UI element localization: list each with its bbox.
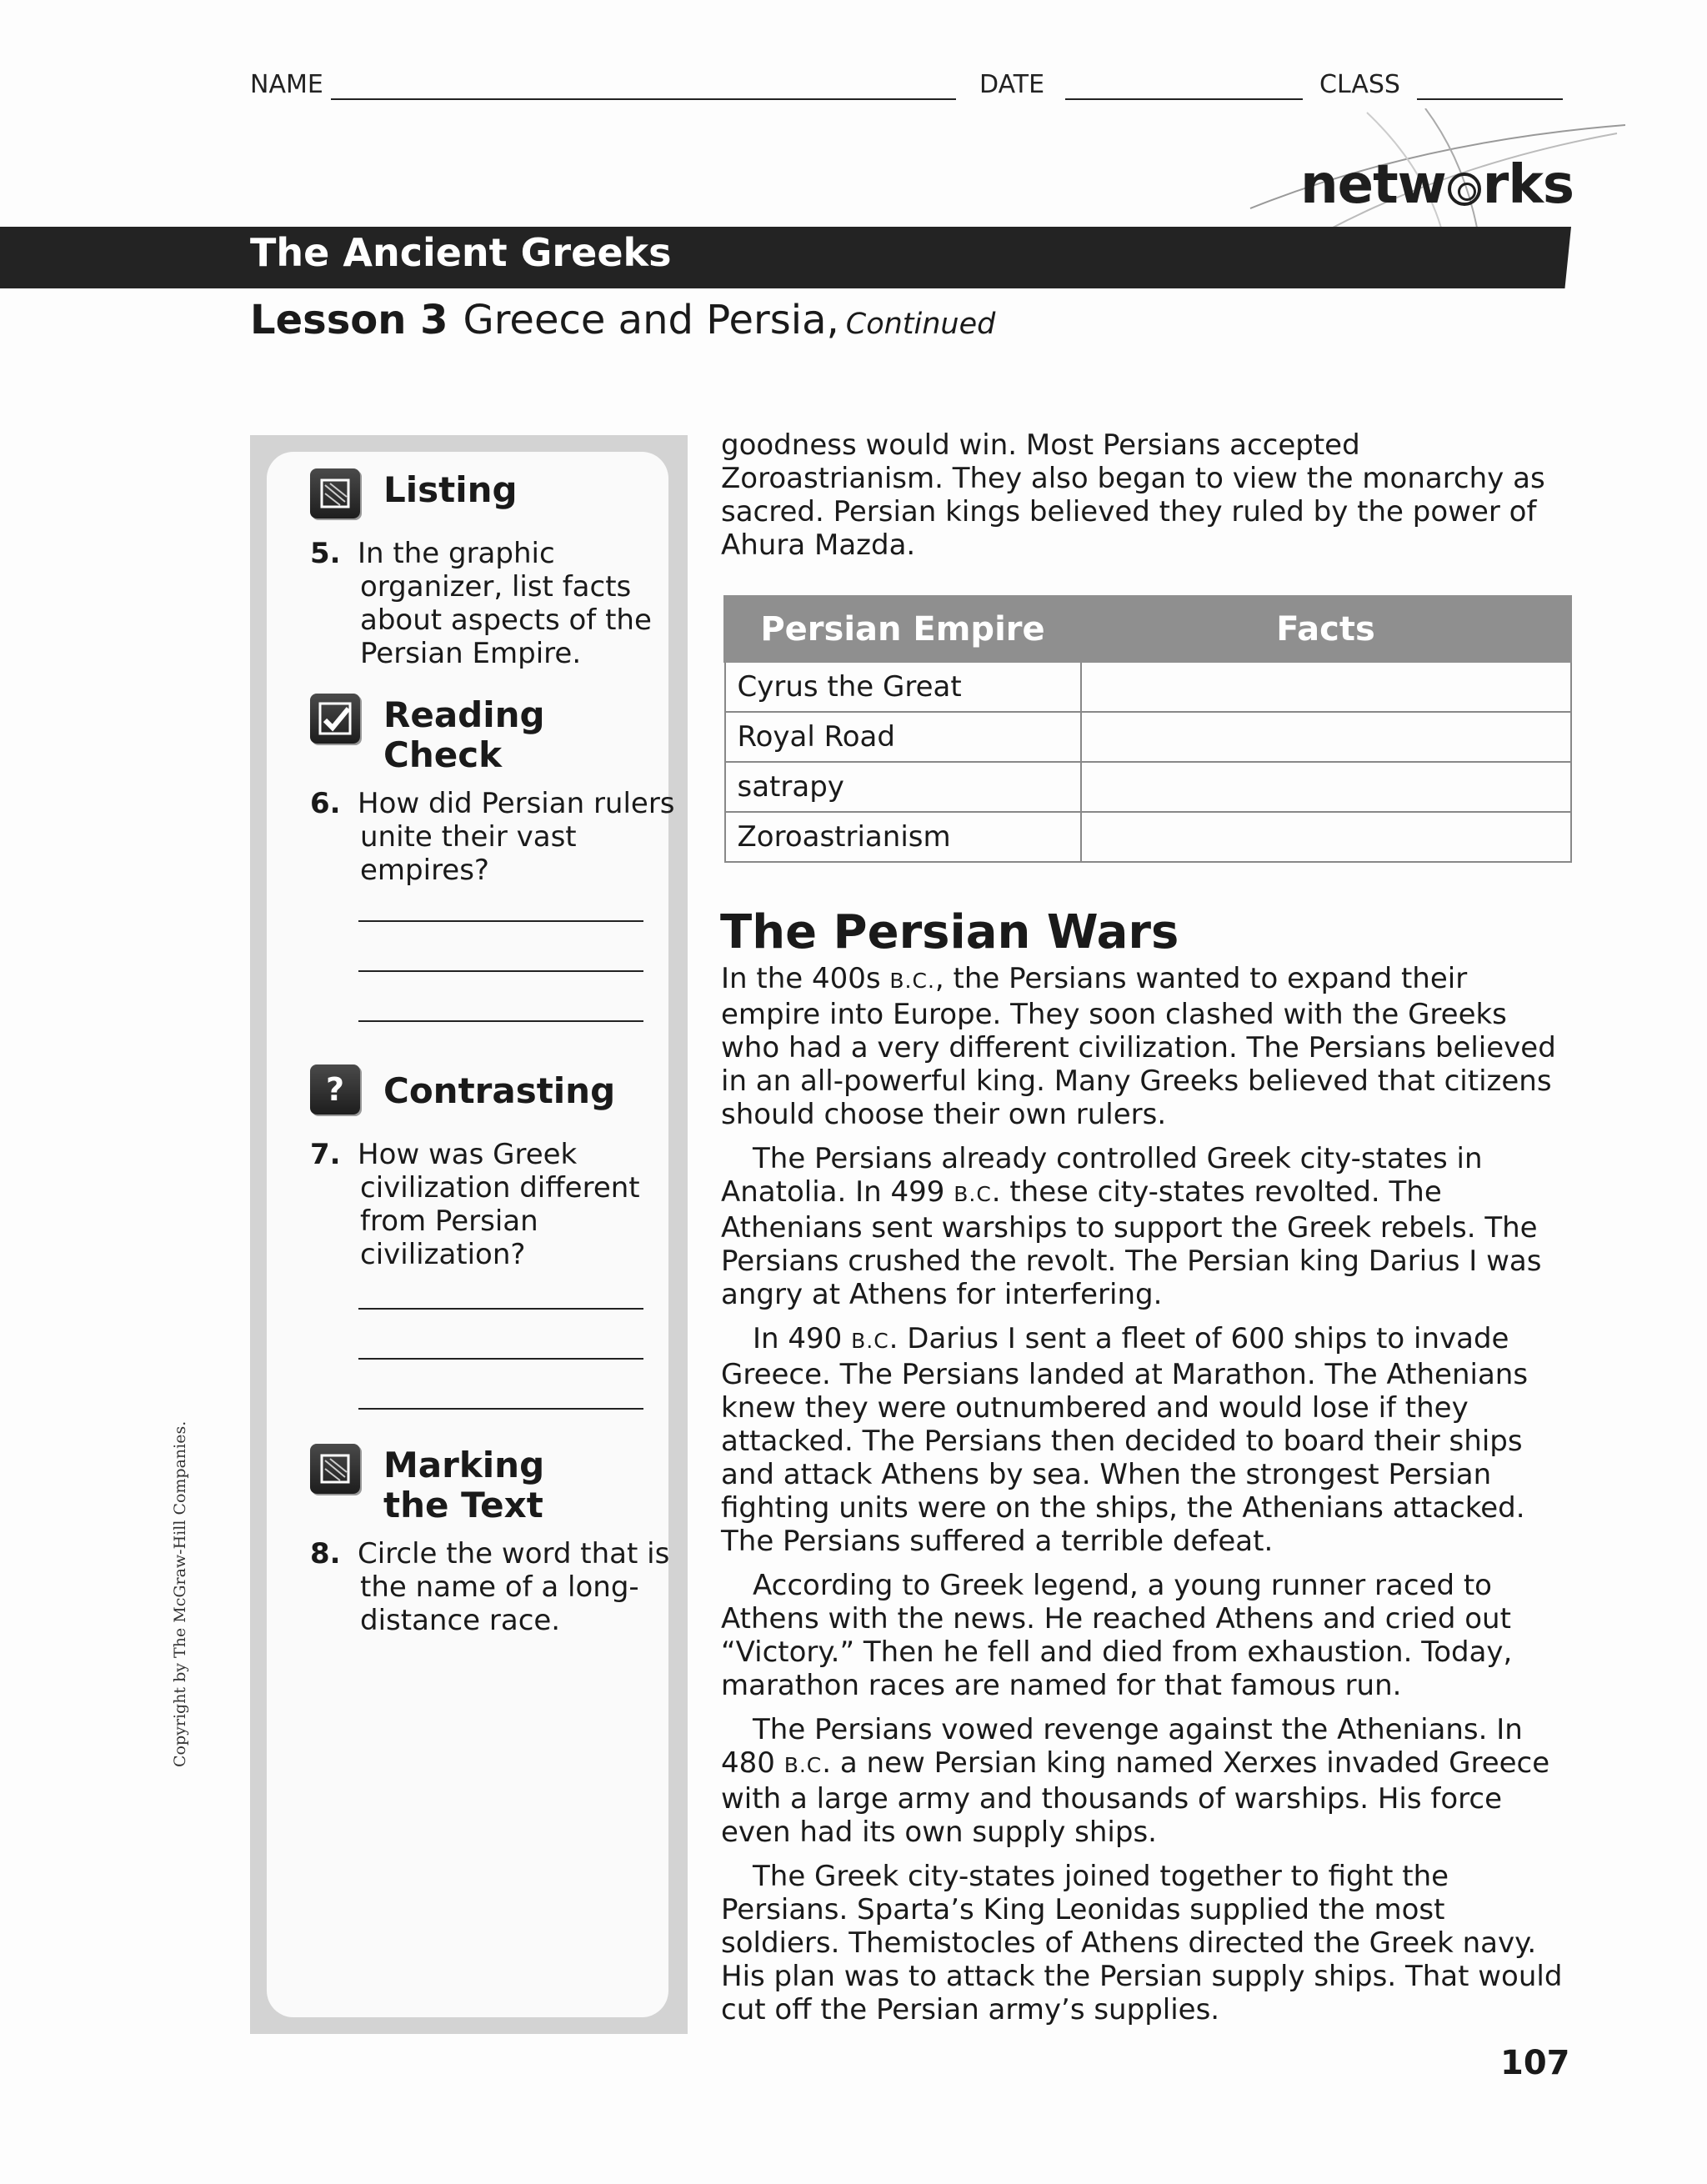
- question-8: 8. Circle the word that is the name of a long-distance race.: [310, 1537, 670, 1637]
- listing-icon: [310, 468, 360, 518]
- paragraph: The Greek city-states joined together to fight the Persians. Sparta’s King Leonidas supplied the most soldiers. Themistocles of Athens directed the Greek navy. His plan was to attack the Persian supply ships. That would cut off the Persian army’s supplies.: [721, 1860, 1563, 2026]
- table-row: [725, 812, 1571, 862]
- persian-empire-organizer: [723, 595, 1572, 863]
- student-info-header: [250, 70, 1563, 112]
- table-row: [725, 662, 1571, 712]
- intro-paragraph: goodness would win. Most Persians accepted Zoroastrianism. They also began to view the monarchy as sacred. Persian kings believed they ruled by the power of Ahura Mazda.: [721, 428, 1545, 562]
- table-cell-topic: Royal Road: [725, 712, 1081, 762]
- date-field[interactable]: [1065, 98, 1303, 100]
- contrasting-title: Contrasting: [383, 1070, 616, 1111]
- section-heading: The Persian Wars: [720, 905, 1179, 959]
- copyright-notice: Copyright by The McGraw-Hill Companies.: [171, 1420, 189, 1767]
- facts-answer-cell[interactable]: [1081, 662, 1571, 712]
- paragraph: According to Greek legend, a young runner raced to Athens with the news. He reached Athens and cried out “Victory.” Then he fell and died from exhaustion. Today, marathon races are named for that famous run.: [721, 1569, 1513, 1702]
- globe-icon: [1448, 173, 1481, 206]
- body-text: [721, 962, 1571, 2037]
- question-6: 6. How did Persian rulers unite their vast empires?: [310, 787, 675, 887]
- title-bar: [0, 227, 1571, 288]
- lesson-title: Greece and Persia,: [463, 297, 839, 343]
- table-cell-topic: satrapy: [725, 762, 1081, 812]
- question-5: 5. In the graphic organizer, list facts about aspects of the Persian Empire.: [310, 537, 652, 670]
- facts-answer-cell[interactable]: [1081, 812, 1571, 862]
- table-row: [725, 712, 1571, 762]
- paragraph: In 490 B.C. Darius I sent a fleet of 600 ships to invade Greece. The Persians landed at Marathon. The Athenians knew they were outnumbered and would lose if they attacked. The Persians then decided to board their ships and attack Athens by sea. When the strongest Persian fighting units were on the ships, the Athenians attacked. The Persians suffered a terrible defeat.: [721, 1322, 1529, 1558]
- date-label: DATE: [979, 70, 1045, 99]
- continued-label: Continued: [845, 308, 996, 341]
- facts-answer-cell[interactable]: [1081, 762, 1571, 812]
- answer-line[interactable]: [358, 1408, 643, 1410]
- question-7: 7. How was Greek civilization different from Persian civilization?: [310, 1138, 640, 1271]
- facts-answer-cell[interactable]: [1081, 712, 1571, 762]
- answer-line[interactable]: [358, 1358, 643, 1360]
- page-number: 107: [1500, 2044, 1570, 2082]
- answer-line[interactable]: [358, 920, 643, 922]
- reading-check-title: Reading Check: [383, 694, 545, 775]
- name-field[interactable]: [331, 98, 956, 100]
- marking-icon: [310, 1444, 360, 1494]
- answer-line[interactable]: [358, 1308, 643, 1310]
- unit-title: The Ancient Greeks: [250, 230, 672, 275]
- marking-the-text-section: [310, 1444, 677, 1637]
- checkmark-icon: [310, 694, 360, 744]
- paragraph: In the 400s B.C., the Persians wanted to expand their empire into Europe. They soon clashed with the Greeks who had a very different civilization. The Persians believed in an all-powerful king. Many Greeks believed that citizens should choose their own rulers.: [721, 962, 1556, 1131]
- paragraph: The Persians already controlled Greek city-states in Anatolia. In 499 B.C. these city-states revolted. The Athenians sent warships to support the Greek rebels. The Persians crushed the revolt. The Persian king Darius I was angry at Athens for interfering.: [721, 1142, 1542, 1311]
- class-field[interactable]: [1417, 98, 1563, 100]
- reading-check-section: [310, 694, 677, 887]
- question-mark-icon: ?: [310, 1064, 360, 1115]
- column-header-persian-empire: Persian Empire: [725, 597, 1081, 662]
- column-header-facts: Facts: [1081, 597, 1571, 662]
- answer-line[interactable]: [358, 970, 643, 972]
- listing-title: Listing: [383, 469, 518, 510]
- sidebar-card: [267, 452, 675, 2017]
- networks-logo: netw rks: [1300, 154, 1574, 216]
- paragraph: The Persians vowed revenge against the Athenians. In 480 B.C. a new Persian king named Xerxes invaded Greece with a large army and thousands of warships. His force even had its own supply ships.: [721, 1713, 1550, 1849]
- sidebar-panel: [250, 435, 688, 2034]
- listing-section: [310, 468, 677, 670]
- contrasting-section: [310, 1064, 677, 1271]
- lesson-heading: [250, 297, 995, 343]
- table-cell-topic: Cyrus the Great: [725, 662, 1081, 712]
- lesson-number: Lesson 3: [250, 297, 448, 343]
- name-label: NAME: [250, 70, 323, 99]
- class-label: CLASS: [1319, 70, 1400, 99]
- table-cell-topic: Zoroastrianism: [725, 812, 1081, 862]
- marking-title: Marking the Text: [383, 1445, 545, 1525]
- answer-line[interactable]: [358, 1020, 643, 1022]
- table-row: [725, 762, 1571, 812]
